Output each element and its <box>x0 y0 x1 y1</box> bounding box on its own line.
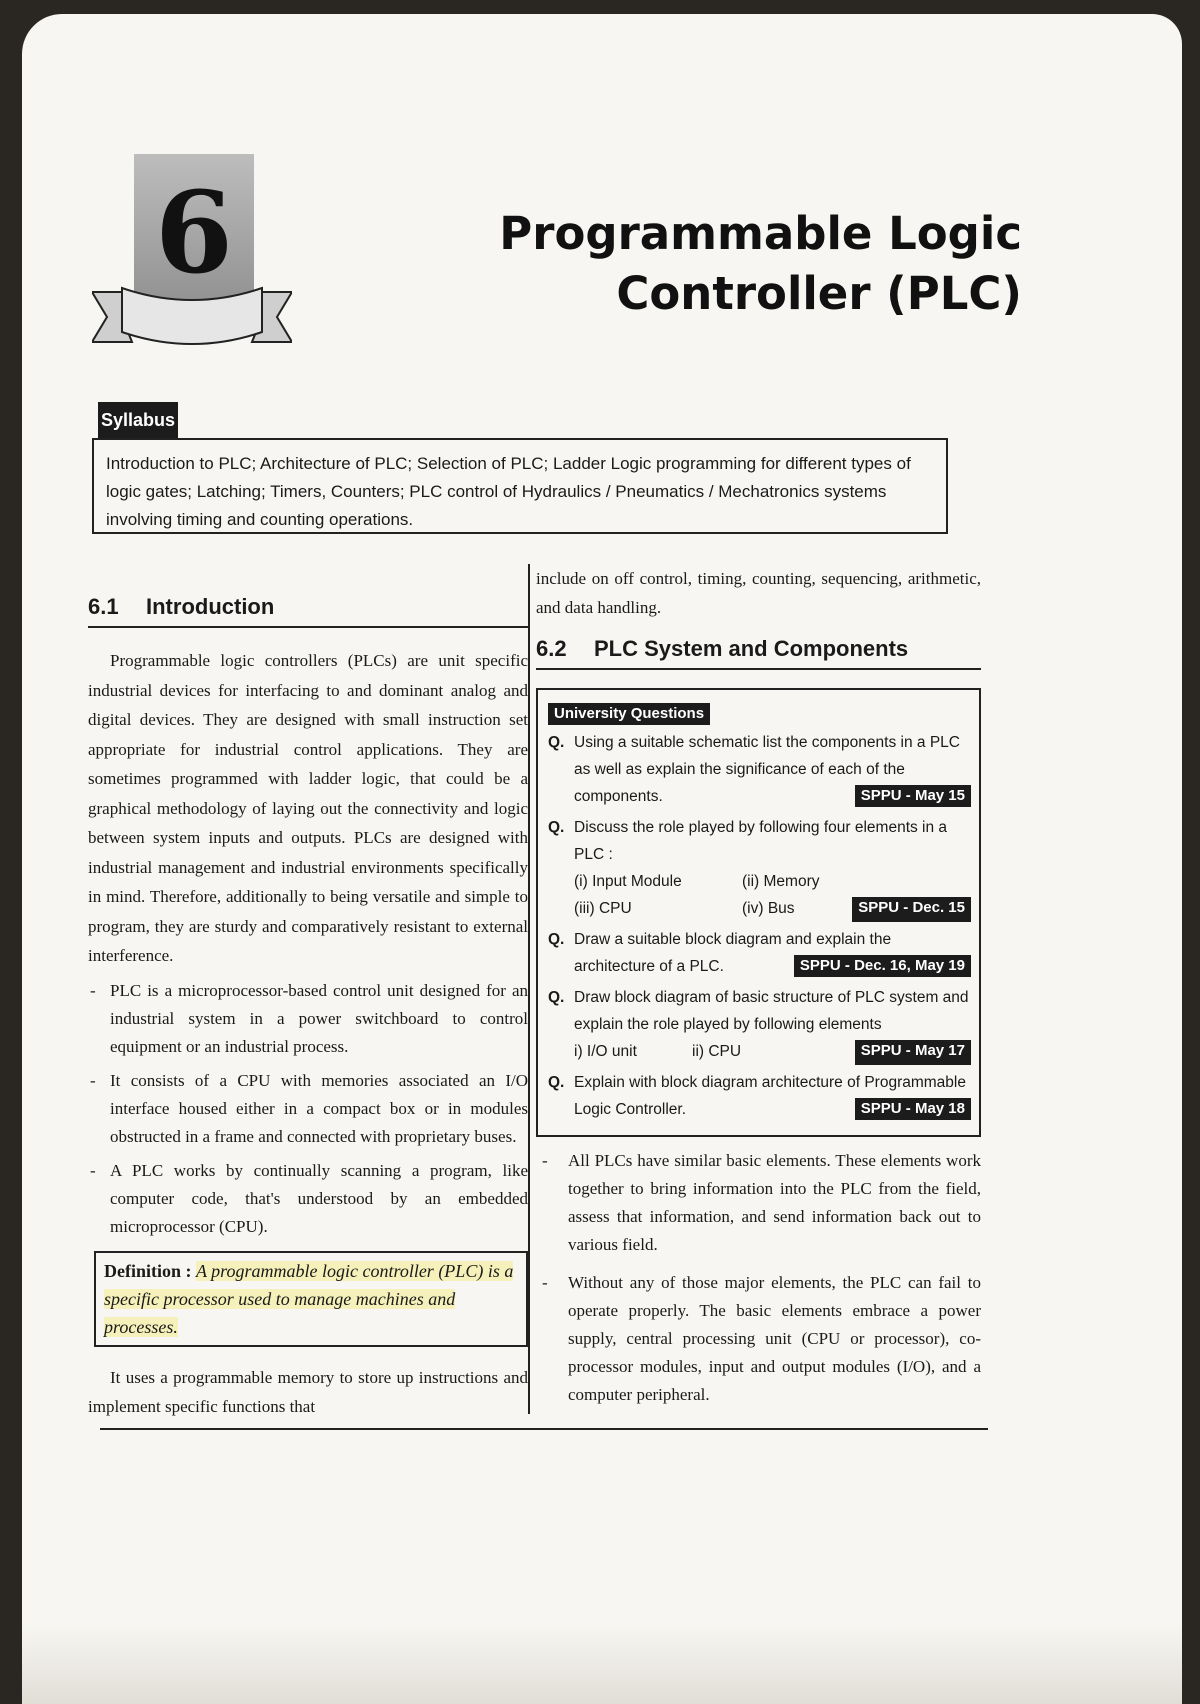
section-number: 6.1 <box>88 594 119 619</box>
section-title: Introduction <box>146 594 275 619</box>
book-page <box>22 14 1182 1704</box>
intro-paragraph-2-cont: include on off control, timing, counting, sequencing, arithmetic, and data handling. <box>536 569 981 617</box>
question-subitems: (iii) CPU (iv) Bus SPPU - Dec. 15 <box>574 895 971 922</box>
section-title: PLC System and Components <box>594 636 909 661</box>
exam-tag: SPPU - May 15 <box>855 785 971 807</box>
ribbon-icon <box>92 282 292 352</box>
intro-paragraph: Programmable logic controllers (PLCs) are unit specific industrial devices for interfacing to and dominant analog and digital devices. They are designed with small instruction set appropriate for industrial control applications. They are sometimes programmed with ladder logic, that could be a graphical methodology of laying out the connectivity and logic between system inputs and outputs. PLCs are designed with industrial management and industrial environments specifically in mind. Therefore, additionally to being versatile and simple to program, they are sturdy and comparatively resistant to external interference. <box>88 651 528 965</box>
list-item: - It consists of a CPU with memories associated an I/O interface housed either in a compact box or in modules obstructed in a frame and connected with proprietary buses. <box>90 1070 528 1146</box>
exam-tag: SPPU - May 17 <box>855 1040 971 1065</box>
question-item: Q. Discuss the role played by following four elements in a PLC : (i) Input Module (ii) Memory (iii) CPU (iv) Bus SPPU - Dec. 15 <box>548 814 971 922</box>
question-item: Q. Explain with block diagram architecture of Programmable Logic Controller. SPPU - May 18 <box>548 1069 971 1123</box>
exam-tag: SPPU - Dec. 16, May 19 <box>794 955 971 977</box>
list-item: - All PLCs have similar basic elements. These elements work together to bring information into the PLC from the field, assess that information, and send information back out to various field. <box>542 1151 981 1254</box>
chapter-title-line1: Programmable Logic <box>499 207 1022 260</box>
syllabus-label: Syllabus <box>98 402 178 438</box>
intro-paragraph-2: It uses a programmable memory to store up instructions and implement specific functions that <box>88 1367 528 1416</box>
section-heading-plc-system <box>536 634 981 670</box>
definition-text: A programmable logic controller (PLC) is a specific processor used to manage machines and processes. <box>104 1260 514 1337</box>
footer-rule <box>100 1428 988 1430</box>
chapter-number: 6 <box>155 168 233 299</box>
university-questions-label: University Questions <box>548 703 710 725</box>
list-item: - PLC is a microprocessor-based control unit designed for an industrial system in a power switchboard to control equipment or an industrial process. <box>90 980 528 1056</box>
question-subitems: i) I/O unit ii) CPU SPPU - May 17 <box>574 1038 971 1065</box>
question-item: Q. Draw block diagram of basic structure of PLC system and explain the role played by following elements i) I/O unit ii) CPU SPPU - May 17 <box>548 984 971 1065</box>
question-subitems: (i) Input Module (ii) Memory <box>574 873 820 890</box>
right-column <box>536 564 981 1409</box>
exam-tag: SPPU - May 18 <box>855 1098 971 1120</box>
definition-label: Definition : <box>104 1260 192 1281</box>
section-number: 6.2 <box>536 636 567 661</box>
list-item: - A PLC works by continually scanning a program, like computer code, that's understood by an embedded microprocessor (CPU). <box>90 1160 528 1236</box>
section-heading-intro <box>88 592 528 628</box>
list-item: - Without any of those major elements, the PLC can fail to operate properly. The basic elements embrace a power supply, central processing unit (CPU or processor), co-processor modules, input and output modules (I/O), and a computer peripheral. <box>542 1273 981 1404</box>
left-column <box>88 592 528 1422</box>
definition-box <box>94 1251 528 1347</box>
exam-tag: SPPU - Dec. 15 <box>852 897 971 922</box>
question-item: Q. Draw a suitable block diagram and explain the architecture of a PLC. SPPU - Dec. 16, May 19 <box>548 926 971 980</box>
question-item: Q. Using a suitable schematic list the components in a PLC as well as explain the significance of each of the components. SPPU - May 15 <box>548 729 971 810</box>
column-divider <box>528 564 530 1414</box>
chapter-title-line2: Controller (PLC) <box>616 267 1022 320</box>
university-questions-box <box>536 688 981 1137</box>
chapter-title <box>499 204 1022 324</box>
syllabus-text: Introduction to PLC; Architecture of PLC; Selection of PLC; Ladder Logic programming for different types of logic gates; Latching; Timers, Counters; PLC control of Hydraulics / Pneumatics / Mechatronics systems involving timing and counting operations. <box>92 438 948 534</box>
